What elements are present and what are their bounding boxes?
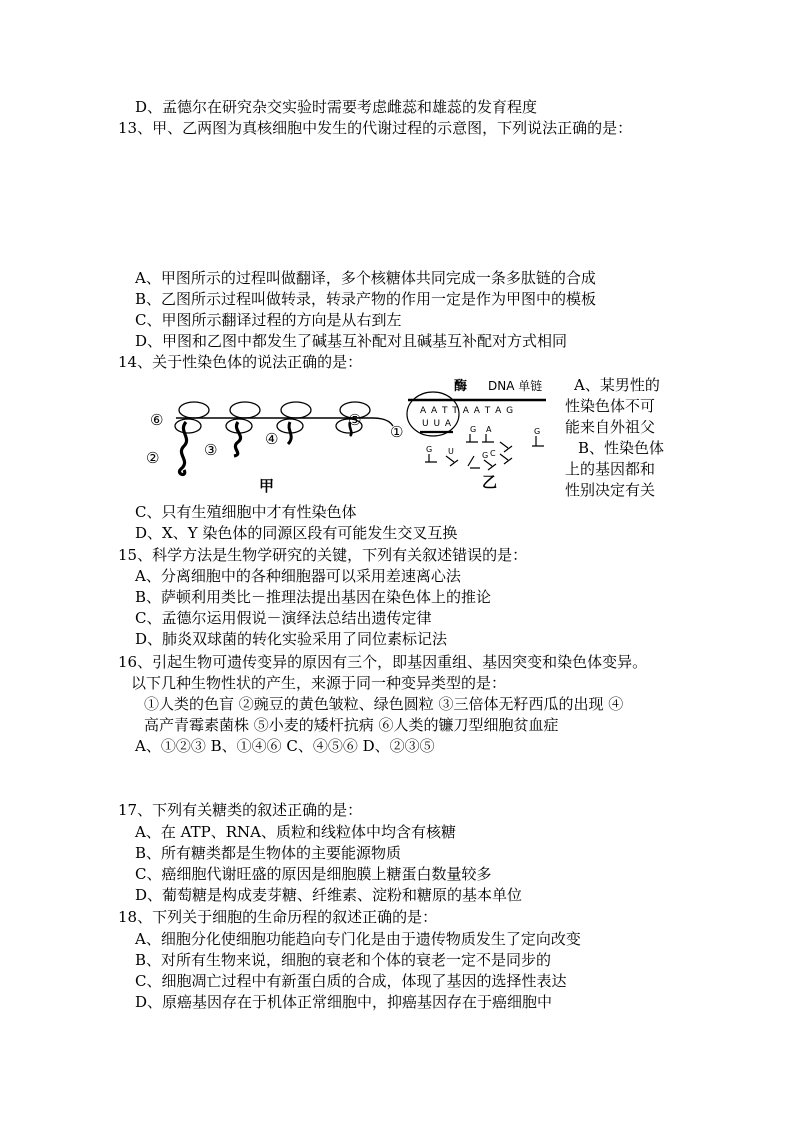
- q17-option-d: D、葡萄糖是构成麦芽糖、纤维素、淀粉和糖原的基本单位: [135, 886, 523, 904]
- q13-option-b: B、乙图所示过程叫做转录，转录产物的作用一定是作为甲图中的模板: [135, 290, 597, 308]
- q14-option-a-line2: 性染色体不可: [565, 397, 656, 415]
- svg-text:G: G: [470, 425, 477, 434]
- q14-option-b-line2: 上的基因都和: [565, 460, 656, 478]
- q14-option-c: C、只有生殖细胞中才有性染色体: [135, 503, 357, 521]
- label-num-4: ④: [265, 430, 279, 448]
- translation-transcription-figure: [148, 376, 558, 496]
- svg-text:G: G: [426, 445, 433, 454]
- svg-text:U: U: [448, 447, 454, 456]
- dna-base-sequence: A A T T A A T A G: [420, 406, 515, 416]
- q14-option-d: D、X、Y 染色体的同源区段有可能发生交叉互换: [135, 524, 458, 542]
- q13-option-d: D、甲图和乙图中都发生了碱基互补配对且碱基互补配对方式相同: [135, 332, 568, 350]
- q16-line4: 高产青霉素菌株 ⑤小麦的矮杆抗病 ⑥人类的镰刀型细胞贫血症: [144, 716, 559, 734]
- label-num-3: ③: [204, 441, 218, 459]
- q13-option-a: A、甲图所示的过程叫做翻译，多个核糖体共同完成一条多肽链的合成: [135, 269, 596, 287]
- q16-line3: ①人类的色盲 ②豌豆的黄色皱粒、绿色圆粒 ③三倍体无籽西瓜的出现 ④: [144, 695, 624, 713]
- q14-option-a-line1: A、某男性的: [574, 376, 660, 394]
- q13-stem: 13、甲、乙两图为真核细胞中发生的代谢过程的示意图，下列说法正确的是：: [118, 119, 633, 137]
- q15-stem: 15、科学方法是生物学研究的关键，下列有关叙述错误的是：: [118, 546, 528, 564]
- q14-stem: 14、关于性染色体的说法正确的是：: [118, 353, 363, 371]
- label-num-6: ⑥: [150, 411, 164, 429]
- label-jia: 甲: [259, 477, 275, 495]
- q18-option-a: A、细胞分化使细胞功能趋向专门化是由于遗传物质发生了定向改变: [135, 930, 581, 948]
- label-num-2: ②: [146, 449, 160, 467]
- polypeptide-chain-1: [179, 422, 186, 474]
- q18-stem: 18、下列关于细胞的生命历程的叙述正确的是：: [118, 908, 438, 926]
- polypeptide-chain-2: [234, 422, 241, 456]
- label-dna-single-strand: DNA 单链: [488, 379, 543, 393]
- label-num-1: ①: [390, 423, 404, 441]
- q15-option-b: B、萨顿利用类比－推理法提出基因在染色体上的推论: [135, 588, 492, 606]
- q14-option-b-line1: B、性染色体: [578, 439, 665, 457]
- q18-option-c: C、细胞凋亡过程中有新蛋白质的合成，体现了基因的选择性表达: [135, 972, 567, 990]
- q14-option-b-line3: 性别决定有关: [565, 481, 656, 499]
- rna-base-sequence: U U A: [422, 419, 453, 429]
- q13-option-c: C、甲图所示翻译过程的方向是从右到左: [135, 311, 402, 329]
- q16-line2: 以下几种生物性状的产生，来源于同一种变异类型的是：: [131, 674, 507, 692]
- q18-option-d: D、原癌基因存在于机体正常细胞中，抑癌基因存在于癌细胞中: [135, 993, 553, 1011]
- svg-text:G: G: [534, 427, 541, 436]
- label-num-5: ⑤: [348, 411, 362, 429]
- q14-option-a-line3: 能来自外祖父: [565, 418, 656, 436]
- q17-option-b: B、所有糖类都是生物体的主要能源物质: [135, 844, 402, 862]
- svg-text:G: G: [482, 451, 489, 460]
- svg-text:C: C: [490, 449, 496, 458]
- q17-stem: 17、下列有关糖类的叙述正确的是：: [118, 801, 363, 819]
- q12-option-d: D、孟德尔在研究杂交实验时需要考虑雌蕊和雄蕊的发育程度: [135, 98, 538, 116]
- q15-option-a: A、分离细胞中的各种细胞器可以采用差速离心法: [135, 567, 461, 585]
- q15-option-d: D、肺炎双球菌的转化实验采用了同位素标记法: [135, 630, 448, 648]
- q15-option-c: C、孟德尔运用假说－演绎法总结出遗传定律: [135, 609, 432, 627]
- q18-option-b: B、对所有生物来说，细胞的衰老和个体的衰老一定不是同步的: [135, 951, 552, 969]
- svg-text:A: A: [486, 425, 492, 434]
- q16-options: A、①②③ B、①④⑥ C、④⑤⑥ D、②③⑤: [135, 737, 435, 755]
- q16-stem: 16、引起生物可遗传变异的原因有三个，即基因重组、基因突变和染色体变异。: [118, 653, 648, 671]
- q17-option-c: C、癌细胞代谢旺盛的原因是细胞膜上糖蛋白数量较多: [135, 865, 492, 883]
- label-enzyme: 酶: [454, 379, 468, 394]
- q17-option-a: A、在 ATP、RNA、质粒和线粒体中均含有核糖: [135, 823, 456, 841]
- label-yi: 乙: [482, 473, 498, 491]
